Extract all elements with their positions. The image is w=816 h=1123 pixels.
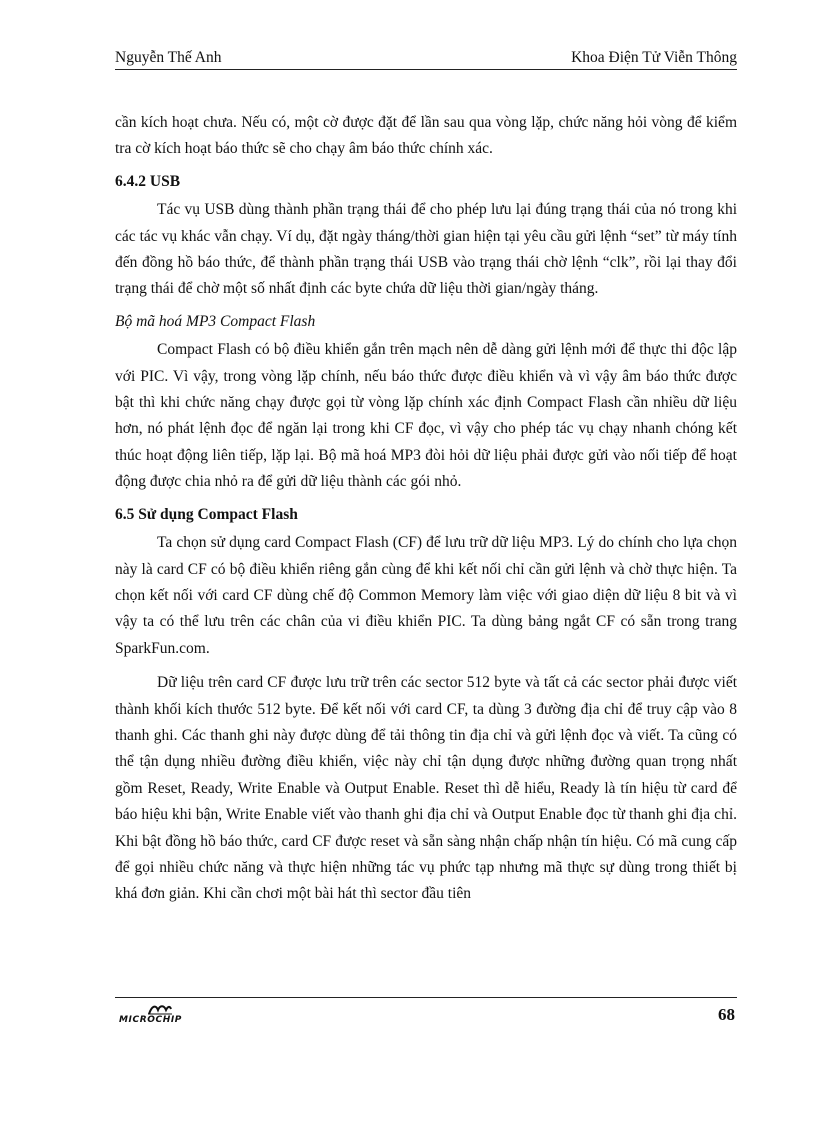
paragraph-mp3: Compact Flash có bộ điều khiển gắn trên mạch nên dễ dàng gửi lệnh mới để thực thi độc lập với PIC. Vì vậy, trong vòng lặp chính, nếu báo thức được điều khiển và vì vậy âm báo thức được bật thì khi chức năng chạy được gọi từ vòng lặp chính xác định Compact Flash cần nhiều dữ liệu hơn, nó phát lệnh đọc để ngăn lại trong khi CF đọc, vì vậy cho phép tác vụ chạy nhanh chóng kết thúc hoạt động liên tiếp, lặp lại. Bộ mã hoá MP3 đòi hỏi dữ liệu phải được gửi vào nối tiếp để hoạt động được chia nhỏ ra để gửi dữ liệu thành các gói nhỏ. — [115, 341, 737, 491]
page-body — [115, 110, 737, 908]
subsection-heading-mp3: Bộ mã hoá MP3 Compact Flash — [115, 312, 316, 330]
paragraph-cf-data: Dữ liệu trên card CF được lưu trữ trên các sector 512 byte và tất cả các sector phải được viết thành khối kích thước 512 byte. Để kết nối với card CF, ta dùng 3 đường địa chỉ để truy cập vào 8 thanh ghi. Các thanh ghi này được dùng để tải thông tin địa chỉ và gửi lệnh đọc và viết. Ta cũng có thể tận dụng nhiều đường điều khiển, việc này chỉ tận dụng được những đường quan trọng nhất gồm Reset, Ready, Write Enable và Output Enable. Reset thì dễ hiểu, Ready là tín hiệu từ card để báo hiệu khi bận, Write Enable viết vào thanh ghi địa chỉ và Output Enable đọc từ thanh ghi địa chỉ. Khi bật đồng hồ báo thức, card CF được reset và sẵn sàng nhận chấp nhận tín hiệu. Có mã cung cấp để gọi nhiều chức năng và thực hiện những tác vụ phức tạp nhưng mã thực sự dùng trong thiết bị khá đơn giản. Khi cần chơi một bài hát thì sector đầu tiên — [115, 674, 737, 903]
section-heading-usb: 6.4.2 USB — [115, 172, 181, 190]
logo-text: MICROCHIP — [119, 1015, 182, 1025]
paragraph-continuation: cần kích hoạt chưa. Nếu có, một cờ được đặt để lần sau qua vòng lặp, chức năng hỏi vòng để kiểm tra cờ kích hoạt báo thức sẽ cho chạy âm báo thức chính xác. — [115, 114, 737, 158]
header-department: Khoa Điện Tử Viễn Thông — [571, 49, 737, 66]
microchip-logo — [119, 1003, 199, 1027]
microchip-logo-icon — [147, 1003, 173, 1015]
section-heading-compact-flash: 6.5 Sử dụng Compact Flash — [115, 505, 298, 523]
header-author: Nguyễn Thế Anh — [115, 49, 222, 66]
paragraph-usb: Tác vụ USB dùng thành phần trạng thái để cho phép lưu lại đúng trạng thái của nó trong khi các tác vụ khác vẫn chạy. Ví dụ, đặt ngày tháng/thời gian hiện tại yêu cầu gửi lệnh “set” từ máy tính đến đồng hồ báo thức, để thành phần trạng thái USB vào trạng thái chờ lệnh “clk”, rồi lại thay đổi trạng thái để chờ một số nhất định các byte chứa dữ liệu thời gian/ngày tháng. — [115, 201, 737, 298]
page-footer — [115, 997, 737, 1032]
page-header — [115, 47, 737, 70]
paragraph-cf-intro: Ta chọn sử dụng card Compact Flash (CF) để lưu trữ dữ liệu MP3. Lý do chính cho lựa chọn này là card CF có bộ điều khiển riêng gắn cùng để khi kết nối chỉ cần gửi lệnh và chờ thực hiện. Ta chọn kết nối với card CF dùng chế độ Common Memory làm việc với giao diện dữ liệu 8 bit và vì vậy ta có thể lưu trên các chân của vi điều khiển PIC. Ta dùng bảng ngắt CF có sẵn trong trang SparkFun.com. — [115, 534, 737, 657]
page-number: 68 — [718, 1005, 735, 1024]
